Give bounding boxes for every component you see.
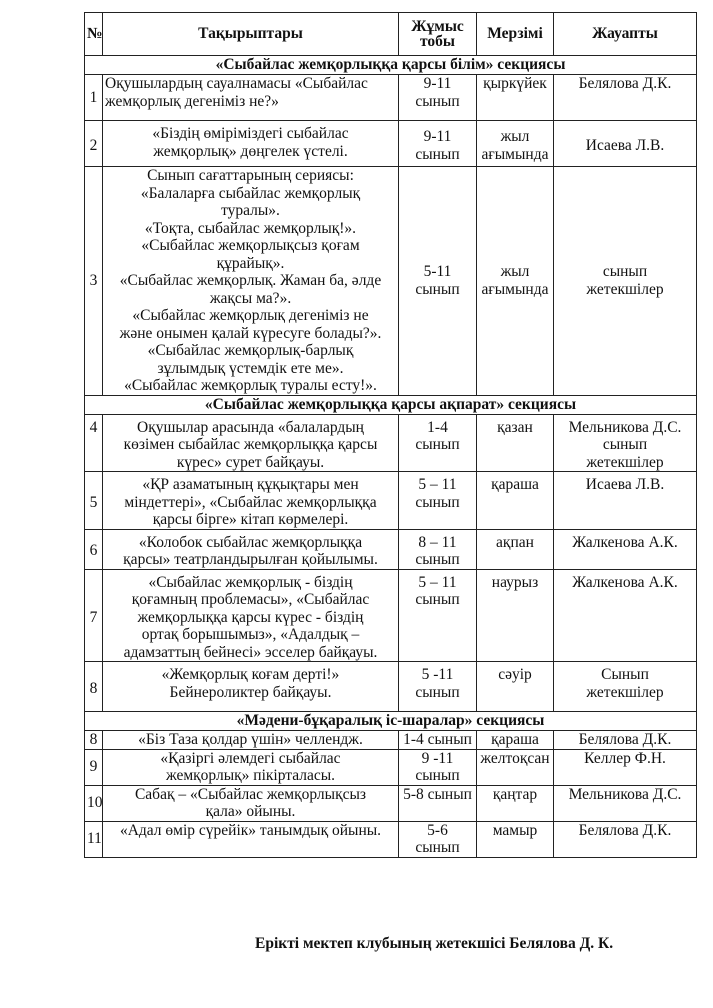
row-topic [103,75,399,121]
header-responsible: Жауапты [554,13,697,56]
topic-line: күрес» сурет байқауы. [176,453,325,471]
row-topic [103,749,399,785]
row-work-group-line: 9-11 [423,75,452,92]
topic-line: жемқорлық» дөңгелек үстелі. [153,142,348,160]
row-deadline-line: желтоқсан [480,749,550,767]
row-work-group-line: 5-6 [427,821,448,839]
row-responsible-line: Сынып [601,666,649,683]
row-number: 7 [85,569,103,662]
topic-line: «Сыбайлас жемқорлық дегеніміз не [132,307,369,324]
row-topic [103,662,399,712]
row-work-group [399,569,477,662]
topic-line: Бейнероликтер байқауы. [169,683,332,701]
row-number: 8 [85,662,103,712]
row-work-group-line: сынып [415,493,460,511]
row-deadline [477,785,554,821]
row-responsible-line: Белялова Д.К. [578,821,672,839]
table-row [85,662,697,712]
row-deadline-line: сәуір [498,666,532,683]
row-topic [103,785,399,821]
row-responsible-line: Белялова Д.К. [578,75,672,92]
topic-line: «Сыбайлас жемқорлық туралы есту!». [124,377,377,394]
row-responsible-line: Жалкенова А.К. [572,533,678,551]
table-row [85,472,697,530]
row-work-group [399,121,477,167]
row-deadline [477,749,554,785]
topic-line: қарсы бірге» кітап көрмелері. [152,511,349,528]
table-row [85,529,697,569]
topic-line: міндеттері», «Сыбайлас жемқорлыққа [124,493,377,511]
topic-line: «Біз Таза қолдар үшін» челлендж. [138,731,363,748]
row-topic [103,821,399,857]
row-deadline-line: жыл [500,263,530,281]
topic-line: жемқорлық дегеніміз не?» [105,92,279,110]
section-title: «Сыбайлас жемқорлыққа қарсы ақпарат» секциясы [85,395,697,414]
row-work-group [399,472,477,530]
row-deadline-line: қаңтар [492,785,538,803]
row-deadline-line: қараша [491,731,539,748]
row-number: 4 [85,414,103,472]
footer-signature: Ерікті мектеп клубының жетекшісі Белялова Д. К. [255,935,614,952]
row-topic [103,529,399,569]
topic-line: «Балаларға сыбайлас жемқорлық [140,184,361,202]
row-deadline [477,731,554,750]
row-deadline [477,529,554,569]
topic-line: «Сыбайлас жемқорлық. Жаман ба, әлде [119,272,382,289]
row-responsible [554,472,697,530]
topic-line: құрайық». [216,254,285,272]
row-number: 6 [85,529,103,569]
row-work-group-line: 5 -11 [421,666,454,683]
row-responsible-line: сынып [602,436,648,453]
row-responsible-line: жетекшілер [586,683,664,701]
row-deadline-line: қараша [491,476,539,493]
section-title: «Мәдени-бұқаралық іс-шаралар» секциясы [85,712,697,731]
topic-line: «Жемқорлық коғам дерті!» [161,666,340,683]
row-work-group [399,731,477,750]
row-deadline-line: жыл [500,128,530,145]
row-number: 8 [85,731,103,750]
row-responsible [554,821,697,857]
header-deadline: Мерзімі [477,13,554,56]
topic-line: адамзаттың бейнесі» эсселер байқауы. [123,643,378,661]
row-work-group-line: сынып [415,767,460,784]
section-header-row [85,56,697,75]
row-deadline-line: қыркүйек [483,75,547,92]
row-deadline [477,121,554,167]
topic-line: қоғамның проблемасы», «Сыбайлас [131,591,370,608]
row-work-group-line: 1-4 [427,418,448,436]
table-row [85,414,697,472]
plan-table [84,12,697,858]
row-work-group [399,821,477,857]
topic-line: жемқорлыққа қарсы күрес - біздің [137,608,364,626]
table-row [85,821,697,857]
row-deadline-line: мамыр [492,821,538,839]
table-row [85,167,697,396]
row-responsible-line: Келлер Ф.Н. [584,749,666,767]
section-title: «Сыбайлас жемқорлыққа қарсы білім» секциясы [85,56,697,75]
header-row [85,13,697,56]
row-responsible-line: жетекшілер [586,280,664,298]
row-work-group-line: 5 – 11 [418,573,457,591]
row-work-group [399,749,477,785]
row-work-group-line: сынып [415,551,460,568]
row-work-group-line: сынып [415,280,460,298]
table-row [85,121,697,167]
row-work-group [399,414,477,472]
row-work-group-line: сынып [415,683,460,701]
row-deadline-line: ағымында [481,145,549,163]
row-work-group-line: 8 – 11 [418,533,457,551]
row-work-group [399,167,477,396]
topic-line: жемқорлық» пікірталасы. [165,767,336,784]
header-topics: Тақырыптары [103,13,399,56]
row-responsible-line: Исаева Л.В. [585,476,665,493]
topic-line: ортақ борышымыз», «Адалдық – [141,626,360,643]
row-number: 5 [85,472,103,530]
topic-line: жақсы ма?». [209,289,292,307]
section-header-row [85,395,697,414]
row-work-group-line: 9-11 [423,128,452,145]
topic-line: «Қазіргі әлемдегі сыбайлас [160,749,341,767]
row-responsible-line: Мельникова Д.С. [568,418,682,436]
row-work-group-line: сынып [415,839,460,856]
row-deadline [477,167,554,396]
row-responsible [554,167,697,396]
row-responsible-line: сынып [602,263,648,281]
topic-line: және онымен қалай күресуге болады?». [119,324,382,342]
row-work-group [399,529,477,569]
row-number: 1 [85,75,103,121]
row-deadline-line: наурыз [491,573,539,591]
topic-line: зұлымдық үстемдік ете ме». [157,359,344,377]
row-topic [103,121,399,167]
table-row [85,785,697,821]
row-deadline-line: ағымында [481,280,549,298]
row-number: 9 [85,749,103,785]
row-deadline [477,569,554,662]
row-deadline [477,662,554,712]
topic-line: «ҚР азаматының құқықтары мен [142,476,359,493]
row-topic [103,167,399,396]
row-work-group [399,75,477,121]
row-deadline [477,821,554,857]
row-work-group [399,785,477,821]
topic-line: Оқушылардың сауалнамасы «Сыбайлас [105,75,368,92]
row-responsible [554,785,697,821]
row-responsible [554,731,697,750]
row-responsible [554,414,697,472]
topic-line: «Біздің өміріміздегі сыбайлас [152,125,349,142]
table-row [85,75,697,121]
row-deadline [477,472,554,530]
row-responsible [554,75,697,121]
table-row [85,749,697,785]
row-responsible [554,662,697,712]
topic-line: «Колобок сыбайлас жемқорлыққа [138,533,363,551]
row-work-group-line: сынып [415,92,460,110]
row-number: 3 [85,167,103,396]
row-work-group-line: сынып [415,145,460,163]
row-number: 2 [85,121,103,167]
row-deadline [477,75,554,121]
row-work-group [399,662,477,712]
row-number: 10 [85,785,103,821]
topic-line: Сынып сағаттарының сериясы: [147,167,354,184]
row-work-group-line: 5-8 сынып [403,785,472,803]
topic-line: «Адал өмір сүрейік» танымдық ойыны. [119,821,382,839]
row-topic [103,414,399,472]
topic-line: «Тоқта, сыбайлас жемқорлық!». [144,219,357,237]
topic-line: «Сыбайлас жемқорлықсыз қоғам [141,237,360,254]
topic-line: туралы». [221,202,280,219]
row-deadline-line: қазан [497,418,533,436]
row-responsible-line: Мельникова Д.С. [568,785,682,803]
table-row [85,731,697,750]
row-number: 11 [85,821,103,857]
table-row [85,569,697,662]
topic-line: қала» ойыны. [205,803,296,820]
row-topic [103,472,399,530]
topic-line: «Сыбайлас жемқорлық - біздің [148,573,353,591]
row-work-group-line: сынып [415,591,460,608]
topic-line: Сабақ – «Сыбайлас жемқорлықсыз [134,785,367,803]
row-responsible-line: Исаева Л.В. [585,136,665,154]
topic-line: қарсы» театрландырылған қойылымы. [123,551,378,568]
topic-line: «Сыбайлас жемқорлық-барлық [147,342,354,359]
row-topic [103,731,399,750]
header-number: № [85,13,103,56]
row-responsible [554,529,697,569]
row-work-group-line: 9 -11 [421,749,454,767]
row-work-group-line: 5 – 11 [418,476,457,493]
section-header-row [85,712,697,731]
row-work-group-line: 5-11 [423,263,452,281]
row-responsible [554,569,697,662]
row-work-group-line: сынып [415,436,460,453]
row-responsible [554,749,697,785]
row-responsible-line: Белялова Д.К. [578,731,672,748]
topic-line: көзімен сыбайлас жемқорлыққа қарсы [123,436,378,453]
row-responsible [554,121,697,167]
header-work-group: Жұмыс тобы [399,13,477,56]
row-responsible-line: Жалкенова А.К. [572,573,678,591]
row-responsible-line: жетекшілер [586,453,664,471]
table-body [85,56,697,858]
row-deadline [477,414,554,472]
row-topic [103,569,399,662]
row-deadline-line: ақпан [496,533,534,551]
topic-line: Оқушылар арасында «балалардың [137,418,364,436]
row-work-group-line: 1-4 сынып [403,731,472,748]
